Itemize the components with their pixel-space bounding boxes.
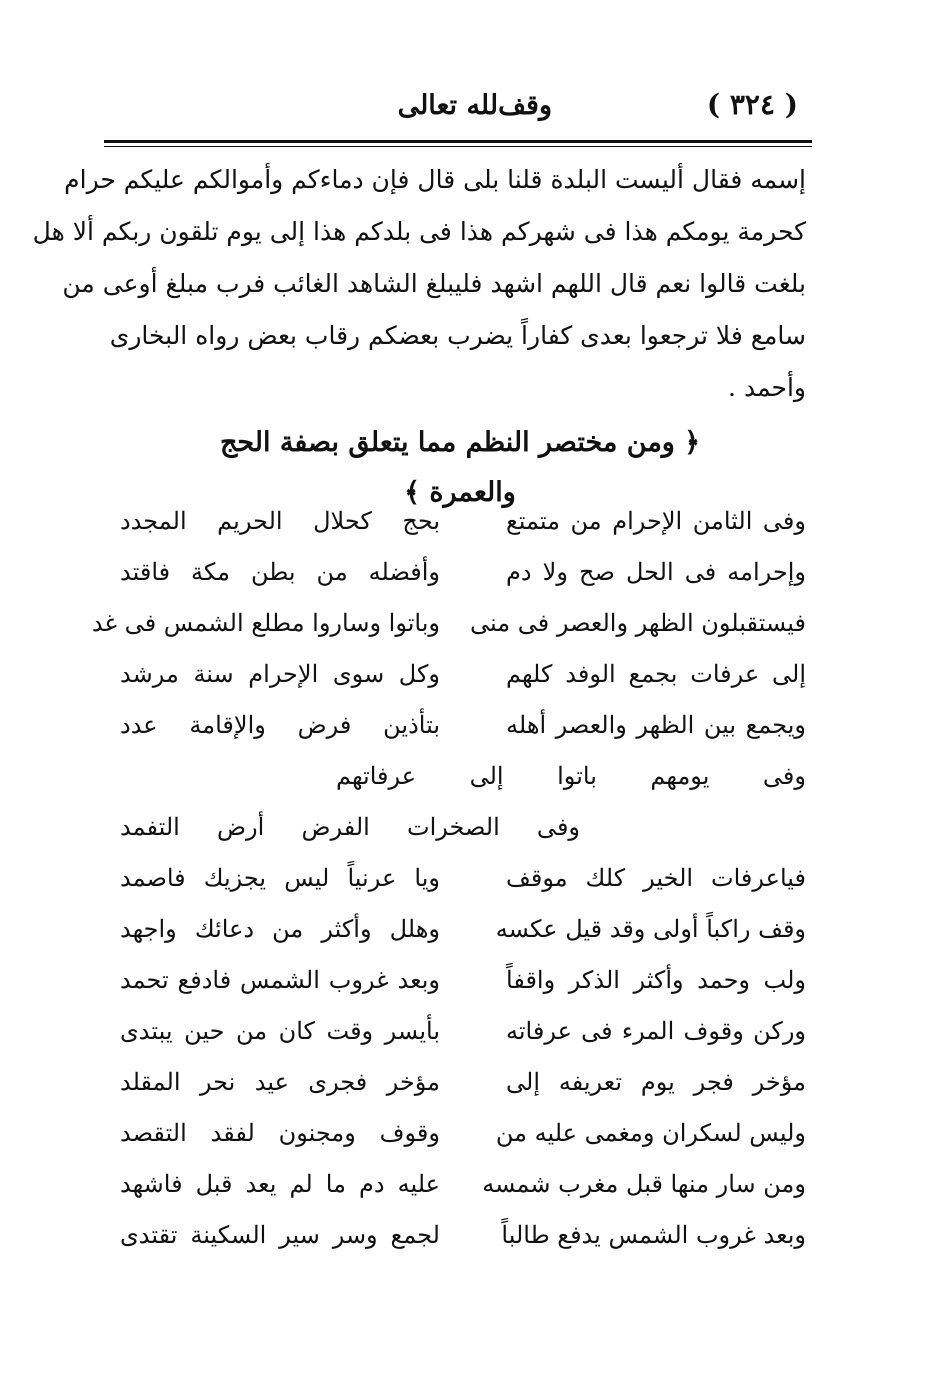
verse-line xyxy=(120,1159,806,1210)
verse-second-hemistich: ويا عرنياً ليس يجزيك فاصمد xyxy=(120,864,440,892)
verse-first-hemistich: وبعد غروب الشمس يدفع طالباً xyxy=(501,1221,806,1249)
verse-line xyxy=(120,1006,806,1057)
prose-line: بلغت قالوا نعم قال اللهم اشهد فليبلغ الشاهد الغائب فرب مبلغ أوعى من xyxy=(62,269,806,298)
verse-second-hemistich: مؤخر فجرى عيد نحر المقلد xyxy=(120,1068,440,1096)
verse-second-hemistich: بحج كحلال الحريم المجدد xyxy=(120,507,440,535)
verse-first-hemistich: ومن سار منها قبل مغرب شمسه xyxy=(482,1170,806,1198)
verse-line xyxy=(120,751,806,802)
header-rule-thin xyxy=(104,146,812,147)
prose-line: إسمه فقال أليست البلدة قلنا بلى قال فإن دماءكم وأموالكم عليكم حرام xyxy=(64,165,806,194)
verse-line xyxy=(120,1108,806,1159)
verse-second-hemistich: بأيسر وقت كان من حين يبتدى xyxy=(120,1017,440,1045)
verse-second-hemistich: وقوف ومجنون لفقد التقصد xyxy=(120,1119,440,1147)
verse-line xyxy=(120,496,806,547)
verse-second-hemistich: لجمع وسر سير السكينة تقتدى xyxy=(120,1221,440,1249)
verse-second-hemistich: بتأذين فرض والإقامة عدد xyxy=(120,711,440,739)
section-title: ﴿ ومن مختصر النظم مما يتعلق بصفة الحج والعمرة ﴾ xyxy=(219,427,701,508)
prose-line: سامع فلا ترجعوا بعدى كفاراً يضرب بعضكم رقاب بعض رواه البخارى xyxy=(109,321,806,350)
verse-line xyxy=(120,904,806,955)
verse-first-hemistich: وفى الثامن الإحرام من متمتع xyxy=(506,507,806,535)
verse-second-hemistich: وفى الصخرات الفرض أرض التفمد xyxy=(120,813,580,841)
prose-block xyxy=(32,154,806,414)
verse-first-hemistich: وإحرامه فى الحل صح ولا دم xyxy=(506,558,806,586)
verse-block xyxy=(91,496,806,1261)
verse-line xyxy=(120,1057,806,1108)
verse-first-hemistich: وليس لسكران ومغمى عليه من xyxy=(495,1119,806,1147)
verse-second-hemistich: وهلل وأكثر من دعائك واجهد xyxy=(120,915,440,943)
verse-first-hemistich: مؤخر فجر يوم تعريفه إلى xyxy=(506,1068,806,1096)
verse-first-hemistich: وفى يومهم باتوا إلى عرفاتهم xyxy=(336,762,806,790)
verse-first-hemistich: ويجمع بين الظهر والعصر أهله xyxy=(506,711,806,739)
verse-first-hemistich: فيستقبلون الظهر والعصر فى منى xyxy=(470,609,806,637)
verse-second-hemistich: وباتوا وساروا مطلع الشمس فى غد xyxy=(91,609,440,637)
verse-first-hemistich: إلى عرفات بجمع الوفد كلهم xyxy=(506,660,806,688)
page-number: ( ٣٢٤ ) xyxy=(706,88,798,121)
verse-first-hemistich: ولب وحمد وأكثر الذكر واقفاً xyxy=(506,966,806,994)
verse-second-hemistich: وكل سوى الإحرام سنة مرشد xyxy=(120,660,440,688)
running-title: وقف‌لله تعالى xyxy=(397,90,552,121)
verse-line xyxy=(120,802,806,853)
prose-line: كحرمة يومكم هذا فى شهركم هذا فى بلدكم هذا إلى يوم تلقون ربكم ألا هل xyxy=(32,217,806,246)
verse-first-hemistich: وركن وقوف المرء فى عرفاته xyxy=(506,1017,806,1045)
verse-line xyxy=(120,700,806,751)
prose-line: وأحمد . xyxy=(728,373,806,402)
verse-line xyxy=(120,547,806,598)
verse-second-hemistich: وبعد غروب الشمس فادفع تحمد xyxy=(120,966,440,994)
page-header xyxy=(100,88,820,128)
verse-line xyxy=(120,853,806,904)
verse-first-hemistich: فياعرفات الخير كلك موقف xyxy=(506,864,806,892)
verse-line xyxy=(120,955,806,1006)
verse-second-hemistich: وأفضله من بطن مكة فاقتد xyxy=(120,558,440,586)
header-rule xyxy=(104,140,812,143)
verse-line xyxy=(120,1210,806,1261)
verse-line xyxy=(120,649,806,700)
verse-first-hemistich: وقف راكباً أولى وقد قيل عكسه xyxy=(495,915,806,943)
verse-second-hemistich: عليه دم ما لم يعد قبل فاشهد xyxy=(120,1170,440,1198)
verse-line xyxy=(91,598,806,649)
